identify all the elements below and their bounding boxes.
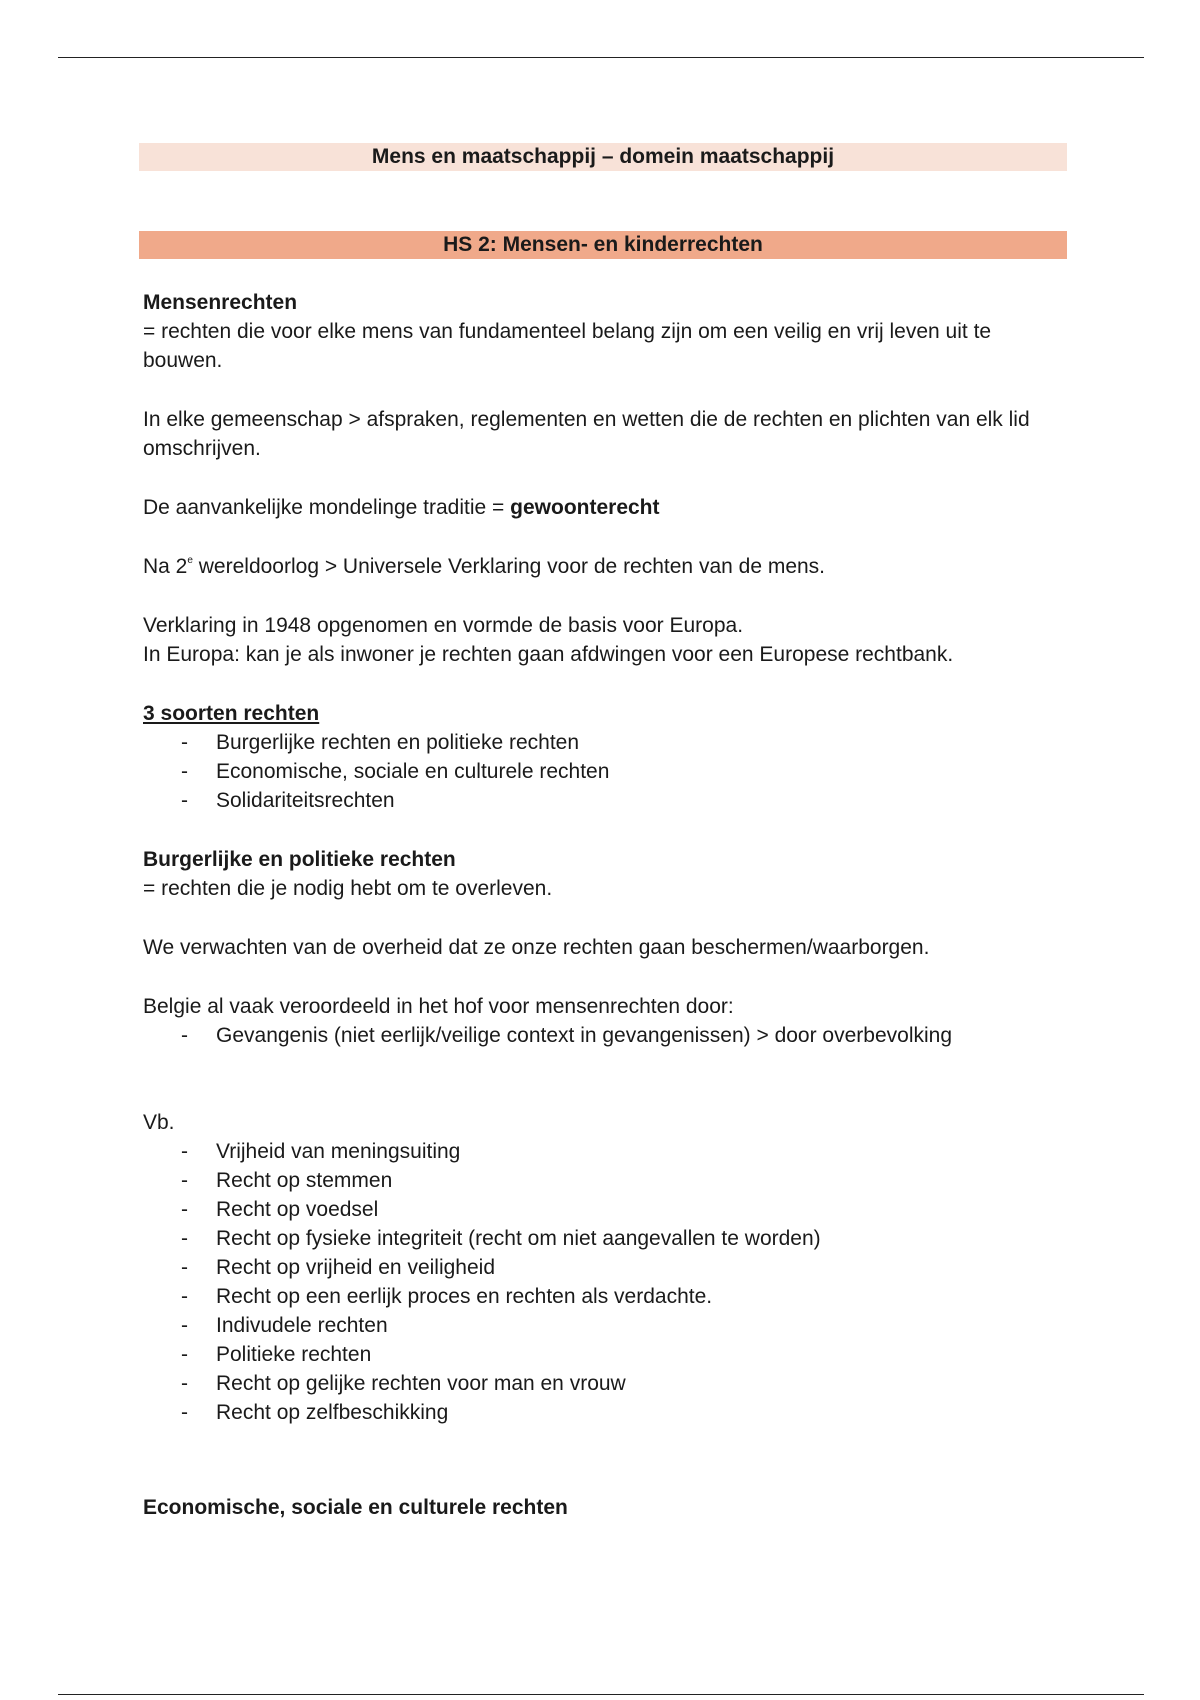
dash-marker: - (181, 1227, 188, 1250)
soorten-heading: 3 soorten rechten (143, 702, 320, 725)
list-item: - Burgerlijke rechten en politieke rechten (143, 728, 1063, 757)
belgie-paragraph: Belgie al vaak veroordeeld in het hof voor mensenrechten door: (143, 995, 734, 1018)
traditie-paragraph (143, 493, 1063, 522)
dash-marker: - (181, 1343, 188, 1366)
list-item: - Indivudele rechten (143, 1311, 1063, 1340)
burgerlijk-heading: Burgerlijke en politieke rechten (143, 848, 456, 871)
dash-marker: - (181, 1198, 188, 1221)
dash-marker: - (181, 731, 188, 754)
dash-marker: - (181, 1372, 188, 1395)
economisch-heading: Economische, sociale en culturele rechten (143, 1496, 568, 1519)
overheid-paragraph: We verwachten van de overheid dat ze onze rechten gaan beschermen/waarborgen. (143, 936, 930, 959)
dash-marker: - (181, 1024, 188, 1047)
traditie-prefix: De aanvankelijke mondelinge traditie = (143, 496, 511, 519)
belgie-list (143, 1021, 1063, 1050)
list-item: - Recht op vrijheid en veiligheid (143, 1253, 1063, 1282)
mensenrechten-definition: = rechten die voor elke mens van fundamenteel belang zijn om een veilig en vrij leven uit te bouwen. (143, 320, 992, 372)
list-item: - Recht op zelfbeschikking (143, 1398, 1063, 1427)
oorlog-suffix: wereldoorlog > Universele Verklaring voor de rechten van de mens. (192, 555, 826, 578)
burgerlijk-definition: = rechten die je nodig hebt om te overleven. (143, 877, 553, 900)
verklaring-line-2: In Europa: kan je als inwoner je rechten gaan afdwingen voor een Europese rechtbank. (143, 643, 954, 666)
list-item: - Vrijheid van meningsuiting (143, 1137, 1063, 1166)
top-rule (58, 57, 1144, 58)
vb-list (143, 1137, 1063, 1427)
vb-label: Vb. (143, 1111, 175, 1134)
ordinal-suffix: e (187, 555, 193, 566)
wereldoorlog-paragraph (143, 552, 1063, 581)
gemeenschap-paragraph: In elke gemeenschap > afspraken, reglementen en wetten die de rechten en plichten van elk lid omschrijven. (143, 408, 1030, 460)
list-item: - Recht op een eerlijk proces en rechten als verdachte. (143, 1282, 1063, 1311)
dash-marker: - (181, 1314, 188, 1337)
list-item: - Politieke rechten (143, 1340, 1063, 1369)
dash-marker: - (181, 1169, 188, 1192)
verklaring-line-1: Verklaring in 1948 opgenomen en vormde de basis voor Europa. (143, 614, 744, 637)
list-item: - Gevangenis (niet eerlijk/veilige context in gevangenissen) > door overbevolking (143, 1021, 1063, 1050)
document-body (143, 143, 1063, 1522)
list-item: - Economische, sociale en culturele rechten (143, 757, 1063, 786)
dash-marker: - (181, 1256, 188, 1279)
list-item: - Recht op stemmen (143, 1166, 1063, 1195)
course-title-banner: Mens en maatschappij – domein maatschappij (139, 143, 1067, 171)
mensenrechten-heading: Mensenrechten (143, 291, 298, 314)
bottom-rule (58, 1694, 1144, 1695)
dash-marker: - (181, 1401, 188, 1424)
gewoonterecht-term: gewoonterecht (510, 496, 660, 519)
chapter-title-banner: HS 2: Mensen- en kinderrechten (139, 231, 1067, 259)
list-item: - Recht op voedsel (143, 1195, 1063, 1224)
dash-marker: - (181, 1140, 188, 1163)
dash-marker: - (181, 789, 188, 812)
list-item: - Recht op gelijke rechten voor man en vrouw (143, 1369, 1063, 1398)
soorten-list (143, 728, 1063, 815)
oorlog-prefix: Na 2 (143, 555, 188, 578)
list-item: - Solidariteitsrechten (143, 786, 1063, 815)
dash-marker: - (181, 760, 188, 783)
list-item: - Recht op fysieke integriteit (recht om niet aangevallen te worden) (143, 1224, 1063, 1253)
dash-marker: - (181, 1285, 188, 1308)
